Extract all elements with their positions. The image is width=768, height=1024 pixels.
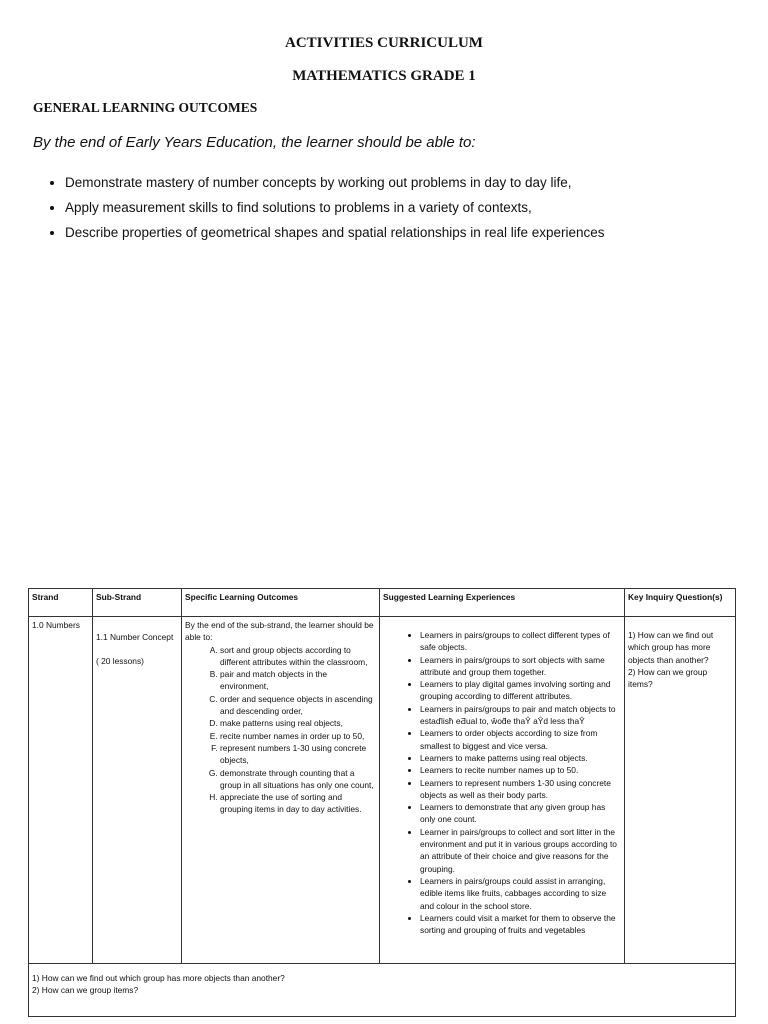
table-header-row (29, 589, 736, 617)
list-item: F. represent numbers 1-30 using concrete objects, (220, 742, 376, 767)
slo-list (185, 644, 376, 816)
section-heading: GENERAL LEARNING OUTCOMES (33, 100, 258, 115)
sle-cell (380, 617, 625, 964)
lessons-text: ( 20 lessons) (96, 656, 144, 667)
list-item: • Learners to recite number names up to 50. (420, 764, 621, 776)
kiq-list (628, 629, 732, 690)
footer-line: 1) How can we find out which group has more objects than another? (32, 973, 285, 983)
footer-line: 2) How can we group items? (32, 985, 139, 996)
header-key-inquiry-questions: Key Inquiry Question(s) (625, 589, 736, 617)
header-suggested-learning-experiences: Suggested Learning Experiences (380, 589, 625, 617)
substrand-cell (93, 617, 182, 964)
list-item: A. sort and group objects according to different attributes within the classroom, (220, 644, 376, 669)
intro-text: By the end of Early Years Education, the learner should be able to: (33, 134, 476, 151)
footer-cell (29, 964, 736, 1017)
list-item: G. demonstrate through counting that a group in all situations has only one count, (220, 767, 376, 792)
slo-cell (182, 617, 380, 964)
list-item: • Learners to make patterns using real objects. (420, 752, 621, 764)
header-strand: Strand (29, 589, 93, 617)
table-footer-row (29, 964, 736, 1017)
list-item: • Learners in pairs/groups could assist in arranging, edible items like fruits, cabbages according to size and colour in the school store. (420, 875, 621, 912)
outcome-item: • Demonstrate mastery of number concepts by working out problems in day to day life, (65, 172, 605, 197)
list-item: • Learners could visit a market for them to observe the sorting and grouping of fruits and vegetables (420, 912, 621, 937)
kiq-item: 1) How can we find out which group has more objects than another? (628, 630, 714, 665)
list-item: • Learners in pairs/groups to sort objects with same attribute and group them together. (420, 654, 621, 679)
sle-list (383, 629, 621, 936)
strand-text: 1.0 Numbers (32, 620, 80, 630)
slo-intro: By the end of the sub-strand, the learner should be able to: (185, 620, 374, 643)
list-item: C. order and sequence objects in ascending and descending order, (220, 693, 376, 718)
list-item: E. recite number names in order up to 50, (220, 730, 376, 742)
list-item: H. appreciate the use of sorting and grouping items in day to day activities. (220, 791, 376, 816)
curriculum-table (28, 588, 736, 1017)
list-item: B. pair and match objects in the environment, (220, 668, 376, 693)
list-item: • Learners to play digital games involving sorting and grouping according to different attributes. (420, 678, 621, 703)
general-outcomes-list (47, 172, 605, 247)
document-title: ACTIVITIES CURRICULUM (285, 35, 483, 51)
list-item: • Learners to demonstrate that any given group has only one count. (420, 801, 621, 826)
header-sub-strand: Sub-Strand (93, 589, 182, 617)
list-item: • Learners in pairs/groups to collect different types of safe objects. (420, 629, 621, 654)
outcome-item: • Apply measurement skills to find solutions to problems in a variety of contexts, (65, 197, 605, 222)
document-subtitle: MATHEMATICS GRADE 1 (292, 68, 476, 84)
table-row (29, 617, 736, 964)
substrand-text: 1.1 Number Concept (96, 632, 174, 642)
list-item: • Learners to represent numbers 1-30 using concrete objects as well as their body parts. (420, 777, 621, 802)
list-item: • Learners in pairs/groups to pair and match objects to estaďlisħ eƋual to, ŵoƌe thaŶ aŶd less thaŶ (420, 703, 621, 728)
strand-cell (29, 617, 93, 964)
kiq-item: 2) How can we group items? (628, 666, 708, 690)
list-item: • Learner in pairs/groups to collect and sort litter in the environment and put it in various groups according to an attribute of their choice and give reasons for the grouping. (420, 826, 621, 875)
list-item: D. make patterns using real objects, (220, 717, 376, 729)
kiq-cell (625, 617, 736, 964)
outcome-item: • Describe properties of geometrical shapes and spatial relationships in real life experiences (65, 222, 605, 247)
header-specific-learning-outcomes: Specific Learning Outcomes (182, 589, 380, 617)
list-item: • Learners to order objects according to size from smallest to biggest and vice versa. (420, 727, 621, 752)
